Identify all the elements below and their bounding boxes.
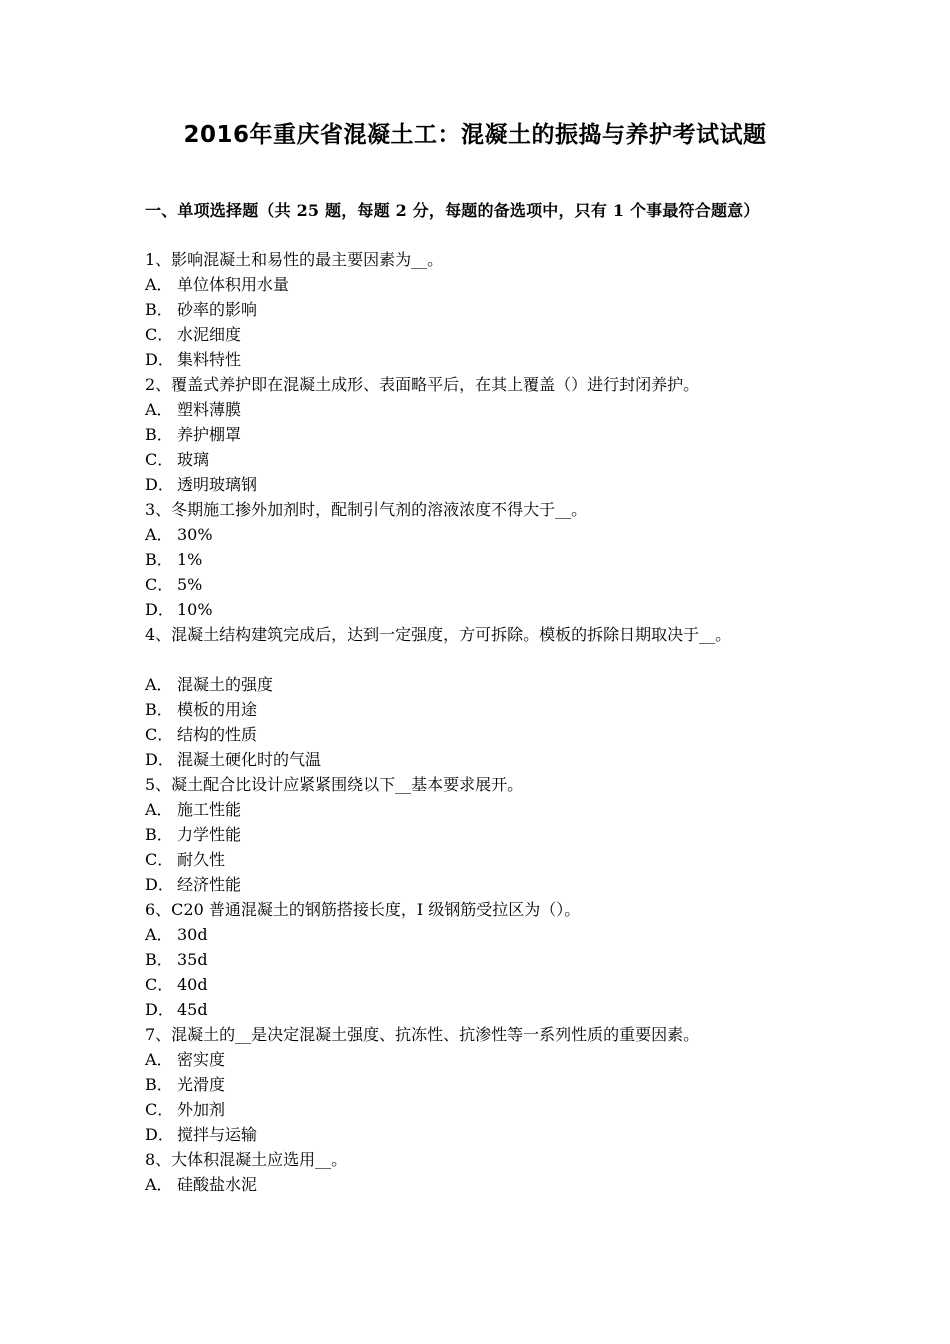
option-letter: C． (145, 975, 174, 994)
question-text: 4、混凝土结构建筑完成后，达到一定强度，方可拆除。模板的拆除日期取决于__。 (145, 625, 732, 644)
option-letter: C． (145, 450, 174, 469)
option-item (145, 347, 810, 372)
option-letter: D． (145, 1000, 174, 1019)
option-text: 35d (177, 950, 208, 969)
option-item (145, 722, 810, 747)
option-item (145, 472, 810, 497)
option-letter: A． (145, 925, 173, 944)
option-item (145, 697, 810, 722)
option-text: 硅酸盐水泥 (177, 1175, 258, 1194)
option-item (145, 1172, 810, 1197)
option-item (145, 947, 810, 972)
section-heading: 一、单项选择题（共 25 题，每题 2 分，每题的备选项中，只有 1 个事最符合题意） (145, 201, 760, 220)
option-letter: B． (145, 700, 173, 719)
option-item (145, 572, 810, 597)
question-text: 7、混凝土的__是决定混凝土强度、抗冻性、抗渗性等一系列性质的重要因素。 (145, 1025, 700, 1044)
option-letter: A． (145, 800, 173, 819)
option-letter: D． (145, 875, 174, 894)
option-item (145, 522, 810, 547)
option-item (145, 1047, 810, 1072)
option-letter: C． (145, 575, 174, 594)
option-text: 混凝土硬化时的气温 (177, 750, 322, 769)
option-item (145, 422, 810, 447)
option-text: 45d (177, 1000, 208, 1019)
question-text: 6、C20 普通混凝土的钢筋搭接长度，I 级钢筋受拉区为（）。 (145, 900, 581, 919)
option-text: 施工性能 (177, 800, 242, 819)
document-title: 2016年重庆省混凝土工：混凝土的振捣与养护考试试题 (183, 122, 767, 148)
option-text: 30d (177, 925, 208, 944)
option-letter: B． (145, 550, 173, 569)
option-letter: C． (145, 1100, 174, 1119)
option-letter: A． (145, 675, 173, 694)
option-item (145, 297, 810, 322)
option-letter: D． (145, 475, 174, 494)
option-item (145, 272, 810, 297)
option-text: 外加剂 (177, 1100, 226, 1119)
option-text: 40d (177, 975, 208, 994)
option-text: 10% (177, 600, 213, 619)
option-item (145, 872, 810, 897)
option-item (145, 322, 810, 347)
question-text: 8、大体积混凝土应选用__。 (145, 1150, 348, 1169)
option-text: 透明玻璃钢 (177, 475, 258, 494)
option-text: 5% (177, 575, 203, 594)
option-text: 单位体积用水量 (177, 275, 290, 294)
option-text: 玻璃 (177, 450, 210, 469)
question-list (145, 247, 810, 1197)
option-letter: A． (145, 275, 173, 294)
option-letter: B． (145, 1075, 173, 1094)
option-letter: B． (145, 950, 173, 969)
option-letter: C． (145, 725, 174, 744)
option-item (145, 1122, 810, 1147)
option-text: 耐久性 (177, 850, 226, 869)
option-letter: C． (145, 850, 174, 869)
option-item (145, 747, 810, 772)
option-text: 密实度 (177, 1050, 226, 1069)
option-item (145, 672, 810, 697)
option-item (145, 822, 810, 847)
option-item (145, 397, 810, 422)
option-text: 力学性能 (177, 825, 242, 844)
option-text: 结构的性质 (177, 725, 258, 744)
option-item (145, 847, 810, 872)
option-letter: D． (145, 350, 174, 369)
question-text: 3、冬期施工掺外加剂时，配制引气剂的溶液浓度不得大于__。 (145, 500, 588, 519)
option-letter: C． (145, 325, 174, 344)
option-letter: B． (145, 825, 173, 844)
option-letter: B． (145, 300, 173, 319)
option-item (145, 922, 810, 947)
option-letter: D． (145, 750, 174, 769)
option-text: 集料特性 (177, 350, 242, 369)
option-item (145, 547, 810, 572)
option-text: 光滑度 (177, 1075, 226, 1094)
option-text: 1% (177, 550, 203, 569)
option-item (145, 972, 810, 997)
question-text: 5、凝土配合比设计应紧紧围绕以下__基本要求展开。 (145, 775, 524, 794)
option-letter: D． (145, 600, 174, 619)
question-text-wrapped (145, 622, 810, 672)
option-letter: D． (145, 1125, 174, 1144)
option-item (145, 1072, 810, 1097)
option-text: 30% (177, 525, 213, 544)
option-item (145, 797, 810, 822)
option-text: 经济性能 (177, 875, 242, 894)
option-text: 养护棚罩 (177, 425, 242, 444)
option-letter: A． (145, 1050, 173, 1069)
option-letter: A． (145, 400, 173, 419)
option-item (145, 997, 810, 1022)
option-text: 砂率的影响 (177, 300, 258, 319)
option-text: 混凝土的强度 (177, 675, 274, 694)
option-text: 塑料薄膜 (177, 400, 242, 419)
question-text: 1、影响混凝土和易性的最主要因素为__。 (145, 250, 444, 269)
option-text: 搅拌与运输 (177, 1125, 258, 1144)
option-item (145, 1097, 810, 1122)
option-letter: B． (145, 425, 173, 444)
option-letter: A． (145, 525, 173, 544)
option-text: 模板的用途 (177, 700, 258, 719)
option-item (145, 447, 810, 472)
option-letter: A． (145, 1175, 173, 1194)
option-text: 水泥细度 (177, 325, 242, 344)
option-item (145, 597, 810, 622)
question-text: 2、覆盖式养护即在混凝土成形、表面略平后，在其上覆盖（）进行封闭养护。 (145, 375, 700, 394)
